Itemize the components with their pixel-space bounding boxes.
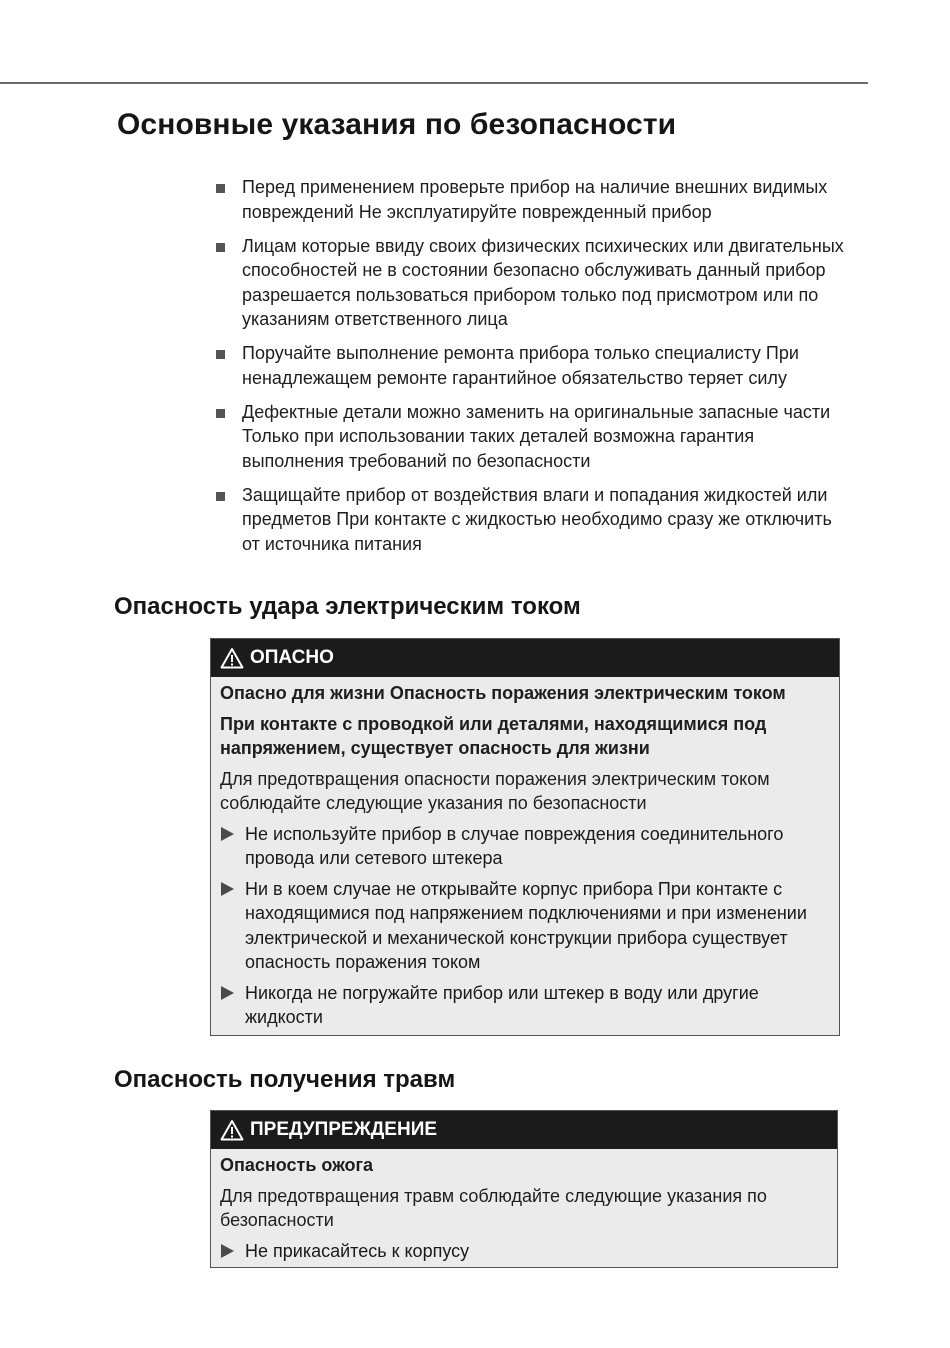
warning-box xyxy=(210,1110,838,1268)
section-heading-electric-shock: Опасность удара электрическим током xyxy=(114,593,581,620)
warning-title: Опасность ожога xyxy=(220,1155,373,1175)
square-bullet-icon xyxy=(216,492,225,501)
danger-subtitle: При контакте с проводкой или деталями, находящимися под напряжением, существует опасность для жизни xyxy=(220,713,767,758)
list-item: Поручайте выполнение ремонта прибора только специалисту При ненадлежащем ремонте гарантийное обязательство теряет силу xyxy=(216,341,846,390)
arrow-bullet-icon xyxy=(221,882,234,896)
list-item: Не прикасайтесь к корпусу xyxy=(220,1239,828,1264)
square-bullet-icon xyxy=(216,350,225,359)
square-bullet-icon xyxy=(216,184,225,193)
arrow-bullet-icon xyxy=(221,1244,234,1258)
square-bullet-icon xyxy=(216,409,225,418)
warning-label: ПРЕДУПРЕЖДЕНИЕ xyxy=(250,1119,438,1140)
top-rule xyxy=(0,82,868,84)
danger-box xyxy=(210,638,840,1036)
list-item: Никогда не погружайте прибор или штекер в воду или другие жидкости xyxy=(220,981,830,1030)
list-item: Не используйте прибор в случае повреждения соединительного провода или сетевого штекера xyxy=(220,822,830,871)
danger-intro: Для предотвращения опасности поражения электрическим током соблюдайте следующие указания по безопасности xyxy=(220,768,770,813)
arrow-bullet-icon xyxy=(221,986,234,1000)
warning-intro: Для предотвращения травм соблюдайте следующие указания по безопасности xyxy=(220,1185,767,1230)
list-item: Дефектные детали можно заменить на оригинальные запасные части Только при использовании таких деталей возможна гарантия выполнения требований по безопасности xyxy=(216,400,846,474)
danger-header xyxy=(211,639,839,677)
square-bullet-icon xyxy=(216,243,225,252)
list-item: Перед применением проверьте прибор на наличие внешних видимых повреждений Не эксплуатируйте поврежденный прибор xyxy=(216,175,846,224)
list-item: Ни в коем случае не открывайте корпус прибора При контакте с находящимися под напряжением подключениями и при изменении электрической и механической конструкции прибора существует опасность поражения током xyxy=(220,877,830,975)
list-item: Лицам которые ввиду своих физических психических или двигательных способностей не в состоянии безопасно обслуживать данный прибор разрешается пользоваться прибором только под присмотром или по указаниям ответственного лица xyxy=(216,234,846,332)
warning-triangle-icon xyxy=(220,647,244,669)
warning-header xyxy=(211,1111,837,1149)
arrow-bullet-icon xyxy=(221,827,234,841)
page-title: Основные указания по безопасности xyxy=(117,108,677,141)
general-safety-list xyxy=(216,175,846,566)
danger-title: Опасно для жизни Опасность поражения электрическим током xyxy=(220,683,786,703)
warning-triangle-icon xyxy=(220,1119,244,1141)
section-heading-injury: Опасность получения травм xyxy=(114,1066,456,1093)
danger-label: ОПАСНО xyxy=(250,647,334,668)
list-item: Защищайте прибор от воздействия влаги и попадания жидкостей или предметов При контакте с жидкостью необходимо сразу же отключить от источника питания xyxy=(216,483,846,557)
